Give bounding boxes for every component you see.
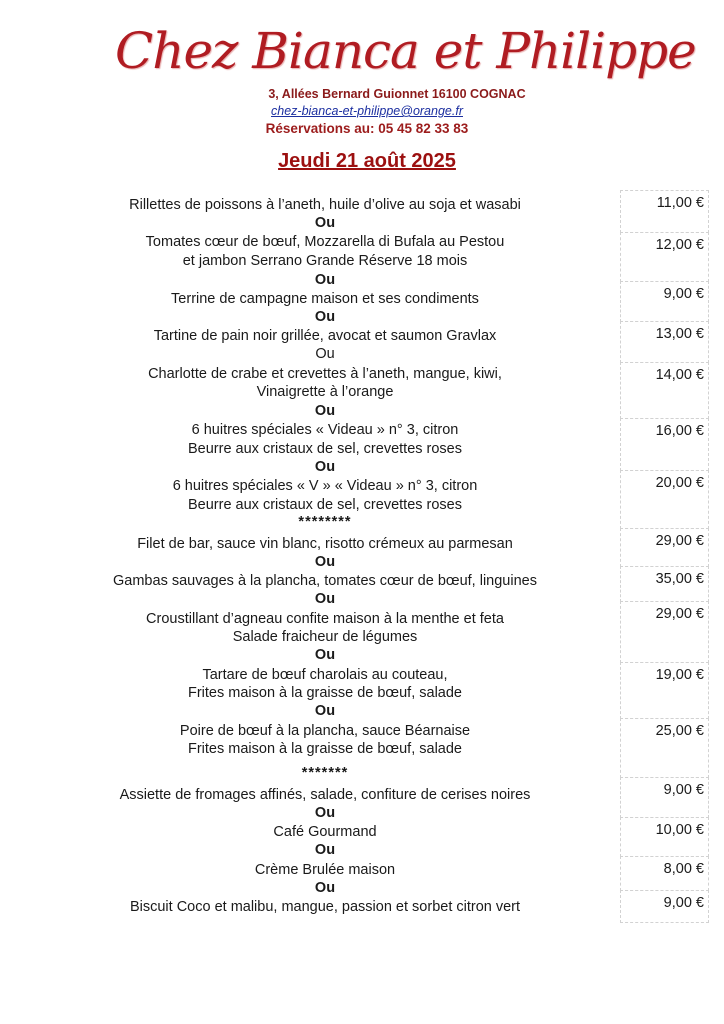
menu-item: et jambon Serrano Grande Réserve 18 mois <box>182 253 468 269</box>
menu-item: 6 huitres spéciales « V » « Videau » n° 3, citron <box>172 478 478 494</box>
price-cell: 20,00 € <box>620 470 709 529</box>
or-separator: Ou <box>314 459 336 475</box>
or-separator: Ou <box>314 842 336 858</box>
menu-item: Gambas sauvages à la plancha, tomates cœur de bœuf, linguines <box>113 573 537 589</box>
menu-item: Tartine de pain noir grillée, avocat et saumon Gravlax <box>153 328 497 344</box>
menu-item: Salade fraicheur de légumes <box>232 629 418 645</box>
or-separator: Ou <box>314 309 336 325</box>
price-cell: 9,00 € <box>620 890 709 923</box>
or-separator: Ou <box>314 805 336 821</box>
restaurant-logo: Chez Bianca et Philippe <box>115 22 696 80</box>
menu-item: Poire de bœuf à la plancha, sauce Béarnaise <box>179 723 471 739</box>
or-separator: Ou <box>314 880 336 896</box>
course-separator: ******* <box>301 765 349 781</box>
price-cell: 9,00 € <box>620 281 709 322</box>
address: 3, Allées Bernard Guionnet 16100 COGNAC <box>268 87 526 101</box>
price-cell: 16,00 € <box>620 418 709 471</box>
menu-item: Beurre aux cristaux de sel, crevettes roses <box>187 497 462 513</box>
or-separator: Ou <box>314 272 336 288</box>
or-separator: Ou <box>314 703 336 719</box>
price-cell: 29,00 € <box>620 528 709 567</box>
price-cell: 25,00 € <box>620 718 709 778</box>
price-cell: 35,00 € <box>620 566 709 602</box>
or-separator: Ou <box>314 215 336 231</box>
menu-item: Tartare de bœuf charolais au couteau, <box>202 667 448 683</box>
menu-item: Charlotte de crabe et crevettes à l’aneth, mangue, kiwi, <box>148 366 502 382</box>
or-separator: Ou <box>314 403 336 419</box>
price-cell: 11,00 € <box>620 190 709 233</box>
menu-item: Terrine de campagne maison et ses condiments <box>171 291 479 307</box>
reservation-phone: Réservations au: 05 45 82 33 83 <box>265 121 469 136</box>
price-cell: 14,00 € <box>620 362 709 419</box>
menu-item: Crème Brulée maison <box>254 862 396 878</box>
menu-item: 6 huitres spéciales « Videau » n° 3, citron <box>191 422 459 438</box>
email-link[interactable]: chez-bianca-et-philippe@orange.fr <box>271 104 463 118</box>
menu-item: Vinaigrette à l’orange <box>256 384 394 400</box>
menu-item: Beurre aux cristaux de sel, crevettes roses <box>187 441 462 457</box>
or-separator: Ou <box>314 647 336 663</box>
menu-item: Filet de bar, sauce vin blanc, risotto crémeux au parmesan <box>137 536 513 552</box>
price-cell: 19,00 € <box>620 662 709 719</box>
or-separator: Ou <box>314 591 336 607</box>
price-cell: 8,00 € <box>620 856 709 891</box>
course-separator: ******** <box>298 514 352 530</box>
menu-item: Biscuit Coco et malibu, mangue, passion et sorbet citron vert <box>129 899 521 915</box>
menu-date: Jeudi 21 août 2025 <box>278 150 456 172</box>
menu-item: Café Gourmand <box>273 824 377 840</box>
menu-item: Frites maison à la graisse de bœuf, salade <box>187 741 462 757</box>
price-cell: 13,00 € <box>620 321 709 363</box>
or-separator: Ou <box>314 554 336 570</box>
menu-item: Assiette de fromages affinés, salade, confiture de cerises noires <box>119 787 531 803</box>
menu-item: Ou <box>315 346 335 362</box>
menu-item: Tomates cœur de bœuf, Mozzarella di Bufala au Pestou <box>145 234 505 250</box>
menu-item: Rillettes de poissons à l’aneth, huile d’olive au soja et wasabi <box>129 197 521 213</box>
price-cell: 29,00 € <box>620 601 709 663</box>
menu-item: Croustillant d’agneau confite maison à la menthe et feta <box>146 611 504 627</box>
price-cell: 12,00 € <box>620 232 709 282</box>
price-cell: 10,00 € <box>620 817 709 857</box>
menu-item: Frites maison à la graisse de bœuf, salade <box>187 685 462 701</box>
price-cell: 9,00 € <box>620 777 709 818</box>
